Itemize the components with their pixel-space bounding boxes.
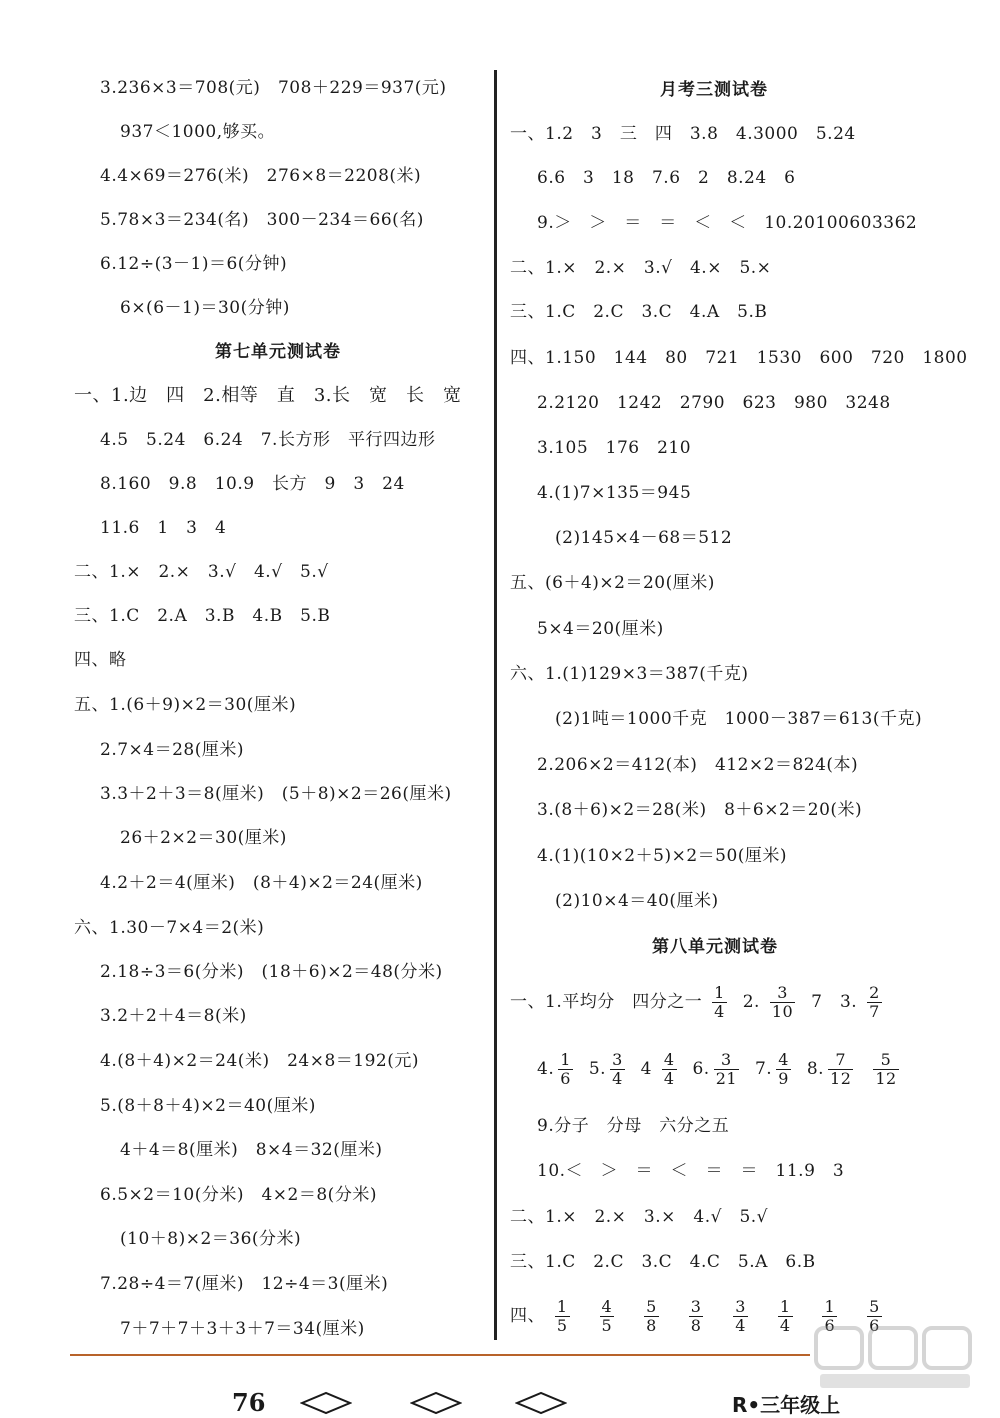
grade-label: R•三年级上 [732,1393,841,1417]
fraction-numerator: 4 [778,1050,789,1069]
answer-line: 2.18÷3＝6(分米) (18＋6)×2＝48(分米) [100,962,443,982]
fraction [733,1298,748,1335]
fraction-denominator: 6 [560,1069,571,1088]
answer-line: 五、1.(6＋9)×2＝30(厘米) [74,695,297,715]
answer-line: 四、略 [74,650,127,670]
answer-line: 6.6 3 18 7.6 2 8.24 6 [537,168,796,188]
answer-line: (2)10×4＝40(厘米) [555,891,719,911]
answer-line: 9.分子 分母 六分之五 [537,1116,730,1136]
answer-line: 4.5 5.24 6.24 7.长方形 平行四边形 [100,430,436,450]
answer-line: (10＋8)×2＝36(分米) [120,1229,302,1249]
answer-line: 6.12÷(3－1)＝6(分钟) [100,254,288,274]
fraction [600,1298,615,1335]
answer-line: 三、1.C 2.A 3.B 4.B 5.B [74,606,331,626]
answer-text: 7 3. [811,992,858,1012]
fraction [770,984,795,1021]
answer-line: 三、1.C 2.C 3.C 4.A 5.B [510,302,768,322]
answer-line: 4.(8＋4)×2＝24(米) 24×8＝192(元) [100,1051,419,1071]
fraction-denominator: 4 [779,1316,791,1335]
fraction-numerator: 3 [714,1051,739,1070]
fraction-denominator: 4 [663,1069,675,1088]
fraction-denominator: 5 [556,1316,568,1335]
answer-line: 5.78×3＝234(名) 300－234＝66(名) [100,210,424,230]
footer-rule [70,1354,810,1356]
diamond-ornament-icon [410,1391,462,1415]
answer-line: 6×(6－1)＝30(分钟) [120,298,290,318]
section-title-unit8: 第八单元测试卷 [652,937,778,957]
column-divider [494,70,497,1340]
answer-line: 4.2＋2＝4(厘米) (8＋4)×2＝24(厘米) [100,873,423,893]
fraction [873,1051,898,1088]
fraction-denominator: 6 [869,1316,880,1335]
answer-text: 一、1.平均分 四分之一 [510,992,703,1012]
answer-line: 一、1.2 3 三 四 3.8 4.3000 5.24 [510,124,856,144]
answer-line: 3.2＋2＋4＝8(米) [100,1006,247,1026]
fraction-denominator: 12 [830,1069,852,1088]
fraction-numerator: 2 [869,983,880,1002]
fraction-numerator: 3 [612,1050,623,1069]
answer-line: 3.236×3＝708(元) 708＋229＝937(元) [100,78,447,98]
answer-line: 6.5×2＝10(分米) 4×2＝8(分米) [100,1185,377,1205]
fraction [867,984,882,1021]
diamond-ornament-icon [515,1391,567,1415]
fraction-denominator: 9 [778,1069,789,1088]
fraction-denominator: 4 [612,1069,623,1088]
answer-line: 五、(6＋4)×2＝20(厘米) [510,573,715,593]
fraction-numerator: 5 [873,1051,898,1070]
answer-line: (2)1吨＝1000千克 1000－387＝613(千克) [555,709,923,729]
fraction-numerator: 4 [663,1050,675,1069]
fraction-numerator: 3 [690,1297,702,1316]
answer-line: 9.＞ ＞ ＝ ＝ ＜ ＜ 10.20100603362 [537,213,918,233]
answer-line: 3.105 176 210 [537,438,692,458]
answer-line: 4.4×69＝276(米) 276×8＝2208(米) [100,166,422,186]
fraction-denominator: 21 [715,1069,738,1088]
fraction-denominator: 8 [690,1316,702,1335]
answer-line: 11.6 1 3 4 [100,518,227,538]
page-number: 76 [232,1388,266,1417]
answer-line-fractions [510,982,892,1026]
answer-line: 2.7×4＝28(厘米) [100,740,244,760]
fraction [610,1051,625,1088]
fraction-denominator: 8 [646,1316,657,1335]
fraction [778,1298,793,1335]
fraction [644,1298,659,1335]
answer-line: 4.(1)7×135＝945 [537,483,692,503]
section-title-unit7: 第七单元测试卷 [215,342,341,362]
fraction-denominator: 7 [869,1002,880,1021]
fraction-numerator: 1 [556,1297,568,1316]
answer-line: 三、1.C 2.C 3.C 4.C 5.A 6.B [510,1252,816,1272]
fraction-denominator: 5 [601,1316,613,1335]
answer-line: 一、1.边 四 2.相等 直 3.长 宽 长 宽 [74,385,462,406]
fraction-numerator: 1 [560,1050,571,1069]
answer-line: 5×4＝20(厘米) [537,619,664,639]
fraction-numerator: 1 [779,1297,791,1316]
fraction-denominator: 6 [824,1316,836,1335]
answer-line: 8.160 9.8 10.9 长方 9 3 24 [100,474,405,494]
answer-line: 二、1.× 2.× 3.√ 4.× 5.× [510,258,772,278]
fraction-numerator: 5 [869,1297,880,1316]
fraction-numerator: 1 [824,1297,836,1316]
answer-line: 4＋4＝8(厘米) 8×4＝32(厘米) [120,1140,383,1160]
fraction [776,1051,791,1088]
watermark-logo-icon [810,1322,980,1392]
answer-line: 4.(1)(10×2＋5)×2＝50(厘米) [537,846,788,866]
left-column [0,0,490,1360]
fraction-denominator: 4 [735,1316,746,1335]
answer-line: 7＋7＋7＋3＋3＋7＝34(厘米) [120,1319,365,1339]
answer-text: 4. [537,1059,555,1079]
fraction [555,1298,570,1335]
fraction-numerator: 7 [828,1051,853,1070]
answer-line: 937＜1000,够买。 [120,122,276,142]
fraction-numerator: 3 [735,1297,746,1316]
diamond-ornament-icon [300,1391,352,1415]
answer-line: 四、1.150 144 80 721 1530 600 720 1800 [510,348,968,368]
fraction-numerator: 5 [646,1297,657,1316]
section-title-monthly-3: 月考三测试卷 [660,80,768,100]
fraction-denominator: 4 [714,1002,725,1021]
answer-text: 4 [640,1059,652,1079]
fraction-denominator: 12 [875,1069,897,1088]
fraction [714,1051,739,1088]
fraction [558,1051,573,1088]
answer-line: 二、1.× 2.× 3.× 4.√ 5.√ [510,1207,768,1227]
answer-line: 六、1.30－7×4＝2(米) [74,918,265,938]
answer-line: 10.＜ ＞ ＝ ＜ ＝ ＝ 11.9 3 [537,1161,845,1181]
fraction [712,984,727,1021]
answer-text: 6. [692,1059,710,1079]
answer-line: 二、1.× 2.× 3.√ 4.√ 5.√ [74,562,329,582]
fraction [689,1298,704,1335]
answer-line-fractions [537,1049,909,1093]
answer-line: (2)145×4－68＝512 [555,528,733,548]
answer-line: 26＋2×2＝30(厘米) [120,828,287,848]
answer-line: 5.(8＋8＋4)×2＝40(厘米) [100,1096,316,1116]
fraction-numerator: 1 [714,983,725,1002]
fraction-numerator: 4 [601,1297,613,1316]
answer-text: 7. [754,1059,773,1079]
answer-line: 六、1.(1)129×3＝387(千克) [510,664,749,684]
answer-text: 8. [806,1059,825,1079]
fraction-numerator: 3 [770,984,795,1003]
answer-line: 2.2120 1242 2790 623 980 3248 [537,393,891,413]
answer-text: 四、 [510,1306,545,1326]
answer-text: 5. [588,1059,607,1079]
answer-line: 2.206×2＝412(本) 412×2＝824(本) [537,755,859,775]
answer-line: 3.3＋2＋3＝8(厘米) (5＋8)×2＝26(厘米) [100,784,452,804]
fraction [662,1051,677,1088]
fraction [828,1051,853,1088]
answer-line: 3.(8＋6)×2＝28(米) 8＋6×2＝20(米) [537,800,863,820]
answer-line: 7.28÷4＝7(厘米) 12÷4＝3(厘米) [100,1274,389,1294]
fraction-denominator: 10 [771,1002,794,1021]
answer-text: 2. [742,992,760,1012]
